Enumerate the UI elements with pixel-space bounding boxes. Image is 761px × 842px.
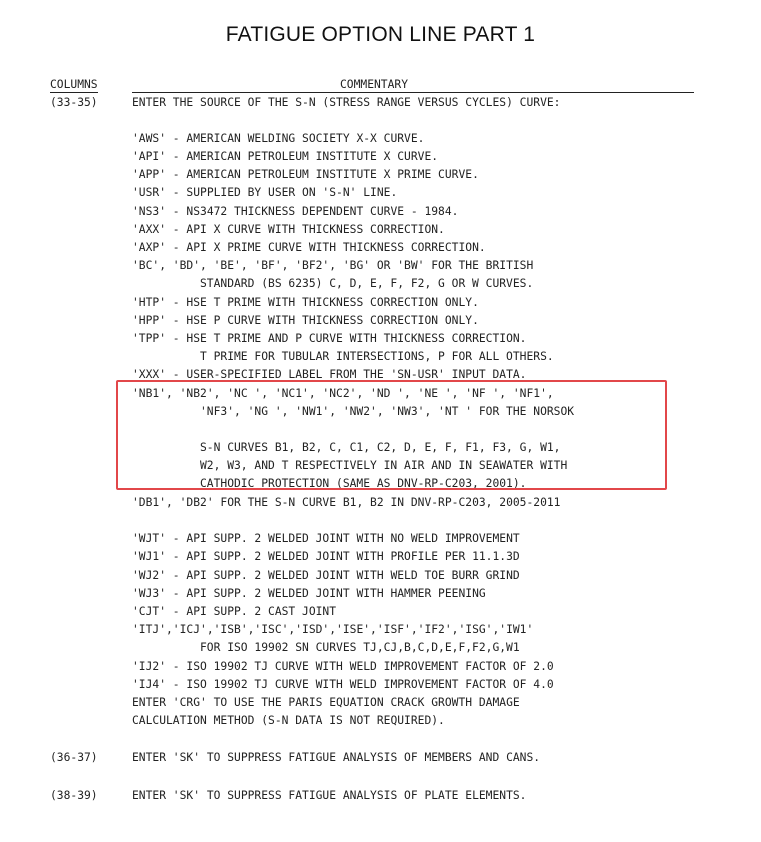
option-ns3: 'NS3' - NS3472 THICKNESS DEPENDENT CURVE - 1984. — [132, 205, 459, 218]
option-iso-line2: FOR ISO 19902 SN CURVES TJ,CJ,B,C,D,E,F,F2,G,W1 — [200, 641, 520, 654]
option-wjt: 'WJT' - API SUPP. 2 WELDED JOINT WITH NO WELD IMPROVEMENT — [132, 532, 520, 545]
suppress-members-text: ENTER 'SK' TO SUPPRESS FATIGUE ANALYSIS OF MEMBERS AND CANS. — [132, 751, 541, 764]
option-aws: 'AWS' - AMERICAN WELDING SOCIETY X-X CURVE. — [132, 132, 425, 145]
option-norsok-line5: CATHODIC PROTECTION (SAME AS DNV-RP-C203, 2001). — [200, 477, 527, 490]
option-british-line2: STANDARD (BS 6235) C, D, E, F, F2, G OR W CURVES. — [200, 277, 534, 290]
option-htp: 'HTP' - HSE T PRIME WITH THICKNESS CORRECTION ONLY. — [132, 296, 479, 309]
option-wj2: 'WJ2' - API SUPP. 2 WELDED JOINT WITH WELD TOE BURR GRIND — [132, 569, 520, 582]
option-api: 'API' - AMERICAN PETROLEUM INSTITUTE X CURVE. — [132, 150, 439, 163]
commentary-header: COMMENTARY — [340, 77, 446, 93]
option-british-line1: 'BC', 'BD', 'BE', 'BF', 'BF2', 'BG' OR 'BW' FOR THE BRITISH — [132, 259, 534, 272]
option-axx: 'AXX' - API X CURVE WITH THICKNESS CORRECTION. — [132, 223, 445, 236]
column-range-36-37: (36-37) — [50, 751, 98, 764]
source-intro-text: ENTER THE SOURCE OF THE S-N (STRESS RANGE VERSUS CYCLES) CURVE: — [132, 96, 561, 109]
commentary-header-rule — [132, 77, 694, 93]
option-norsok-line4: W2, W3, AND T RESPECTIVELY IN AIR AND IN SEAWATER WITH — [200, 459, 568, 472]
option-ij4: 'IJ4' - ISO 19902 TJ CURVE WITH WELD IMPROVEMENT FACTOR OF 4.0 — [132, 678, 554, 691]
option-ij2: 'IJ2' - ISO 19902 TJ CURVE WITH WELD IMPROVEMENT FACTOR OF 2.0 — [132, 660, 554, 673]
option-wj1: 'WJ1' - API SUPP. 2 WELDED JOINT WITH PROFILE PER 11.1.3D — [132, 550, 520, 563]
page-title: FATIGUE OPTION LINE PART 1 — [225, 23, 536, 46]
option-tpp-line2: T PRIME FOR TUBULAR INTERSECTIONS, P FOR ALL OTHERS. — [200, 350, 554, 363]
suppress-plates-text: ENTER 'SK' TO SUPPRESS FATIGUE ANALYSIS OF PLATE ELEMENTS. — [132, 789, 527, 802]
option-xxx-partially-hidden: 'XXX' - USER-SPECIFIED LABEL FROM THE 'SN-USR' INPUT DATA. — [132, 368, 527, 381]
option-usr: 'USR' - SUPPLIED BY USER ON 'S-N' LINE. — [132, 186, 398, 199]
option-cjt: 'CJT' - API SUPP. 2 CAST JOINT — [132, 605, 337, 618]
option-norsok-line1: 'NB1', 'NB2', 'NC ', 'NC1', 'NC2', 'ND ', 'NE ', 'NF ', 'NF1', — [132, 387, 554, 400]
option-db1-db2: 'DB1', 'DB2' FOR THE S-N CURVE B1, B2 IN DNV-RP-C203, 2005-2011 — [132, 496, 561, 509]
option-crg-line2: CALCULATION METHOD (S-N DATA IS NOT REQUIRED). — [132, 714, 445, 727]
columns-header: COLUMNS — [50, 78, 98, 91]
option-iso-line1: 'ITJ','ICJ','ISB','ISC','ISD','ISE','ISF','IF2','ISG','IW1' — [132, 623, 534, 636]
option-crg-line1: ENTER 'CRG' TO USE THE PARIS EQUATION CRACK GROWTH DAMAGE — [132, 696, 520, 709]
column-range-38-39: (38-39) — [50, 789, 98, 802]
column-range-33-35: (33-35) — [50, 96, 98, 109]
option-wj3: 'WJ3' - API SUPP. 2 WELDED JOINT WITH HAMMER PEENING — [132, 587, 486, 600]
option-axp: 'AXP' - API X PRIME CURVE WITH THICKNESS CORRECTION. — [132, 241, 486, 254]
norsok-highlight-box — [116, 380, 667, 490]
option-hpp: 'HPP' - HSE P CURVE WITH THICKNESS CORRECTION ONLY. — [132, 314, 479, 327]
option-norsok-line3: S-N CURVES B1, B2, C, C1, C2, D, E, F, F1, F3, G, W1, — [200, 441, 561, 454]
option-tpp-line1: 'TPP' - HSE T PRIME AND P CURVE WITH THICKNESS CORRECTION. — [132, 332, 527, 345]
option-app: 'APP' - AMERICAN PETROLEUM INSTITUTE X PRIME CURVE. — [132, 168, 479, 181]
option-norsok-line2: 'NF3', 'NG ', 'NW1', 'NW2', 'NW3', 'NT ' FOR THE NORSOK — [200, 405, 575, 418]
